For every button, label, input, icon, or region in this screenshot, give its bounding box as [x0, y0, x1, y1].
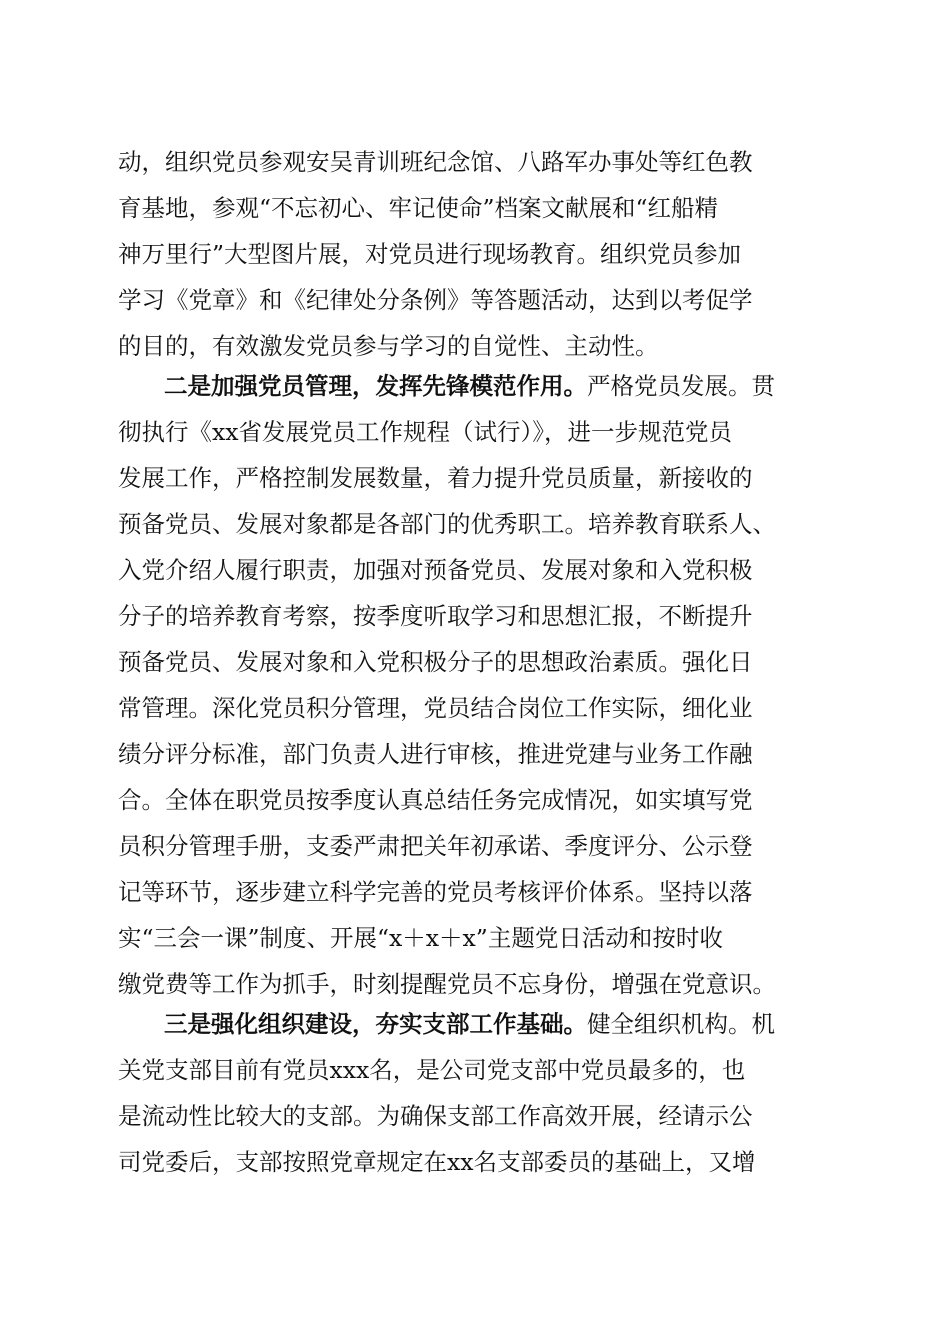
- text-line: 实“三会一课”制度、开展“x＋x＋x”主题党日活动和按时收: [118, 924, 723, 952]
- text-line: 绩分评分标准，部门负责人进行审核，推进党建与业务工作融: [118, 740, 753, 768]
- text-line: 学习《党章》和《纪律处分条例》等答题活动，达到以考促学: [118, 286, 753, 314]
- text-line: 记等环节，逐步建立科学完善的党员考核评价体系。坚持以落: [118, 878, 753, 906]
- section-heading-2: 二是加强党员管理，发挥先锋模范作用。: [164, 372, 587, 400]
- text-line: 彻执行《xx省发展党员工作规程（试行）》，进一步规范党员: [118, 418, 733, 446]
- text-line: 缴党费等工作为抓手，时刻提醒党员不忘身份，增强在党意识。: [118, 970, 776, 998]
- text-line: 预备党员、发展对象都是各部门的优秀职工。培养教育联系人、: [118, 510, 776, 538]
- paragraph-2-first-line: [164, 364, 884, 408]
- text-line: 司党委后，支部按照党章规定在xx名支部委员的基础上，又增: [118, 1148, 756, 1176]
- text-line: 入党介绍人履行职责，加强对预备党员、发展对象和入党积极: [118, 556, 753, 584]
- section-heading-3: 三是强化组织建设，夯实支部工作基础。: [164, 1010, 587, 1038]
- text-line: 合。全体在职党员按季度认真总结任务完成情况，如实填写党: [118, 786, 753, 814]
- text-line: 的目的，有效激发党员参与学习的自觉性、主动性。: [118, 332, 659, 360]
- text-line: 预备党员、发展对象和入党积极分子的思想政治素质。强化日: [118, 648, 753, 676]
- text-line: 育基地，参观“不忘初心、牢记使命”档案文献展和“红船精: [118, 194, 719, 222]
- text-line: 发展工作，严格控制发展数量，着力提升党员质量，新接收的: [118, 464, 753, 492]
- text-line: 关党支部目前有党员xxx名，是公司党支部中党员最多的，也: [118, 1056, 746, 1084]
- text-run: 健全组织机构。机: [587, 1010, 775, 1038]
- text-line: 动，组织党员参观安吴青训班纪念馆、八路军办事处等红色教: [118, 148, 753, 176]
- text-line: 分子的培养教育考察，按季度听取学习和思想汇报，不断提升: [118, 602, 753, 630]
- text-line: 常管理。深化党员积分管理，党员结合岗位工作实际，细化业: [118, 694, 753, 722]
- text-line: 员积分管理手册，支委严肃把关年初承诺、季度评分、公示登: [118, 832, 753, 860]
- text-run: 严格党员发展。贯: [587, 372, 775, 400]
- text-line: 是流动性比较大的支部。为确保支部工作高效开展，经请示公: [118, 1102, 753, 1130]
- text-line: 神万里行”大型图片展，对党员进行现场教育。组织党员参加: [118, 240, 742, 268]
- paragraph-3-first-line: [164, 1002, 884, 1046]
